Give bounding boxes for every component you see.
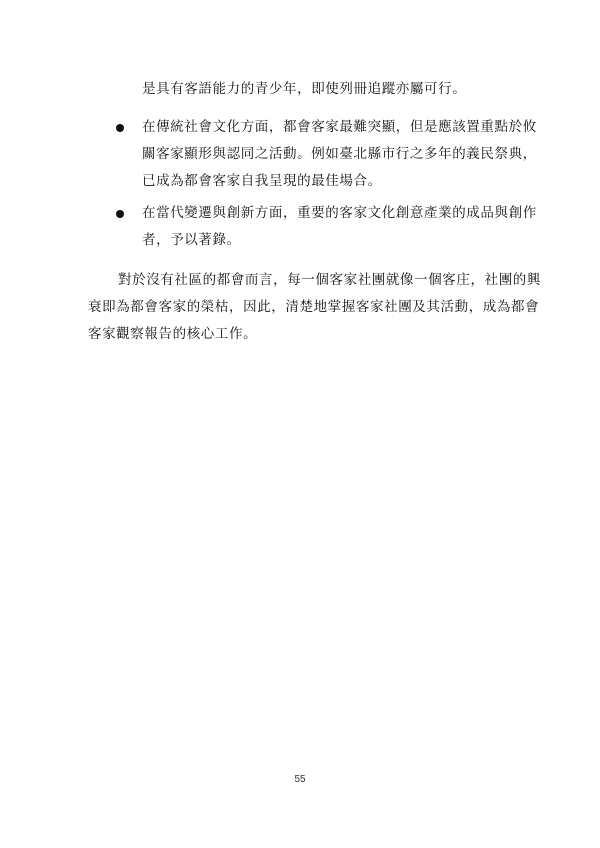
bullet-dot-icon <box>116 210 124 218</box>
bullet-2-line-2: 者，予以著錄。 <box>142 232 241 248</box>
page-number: 55 <box>294 774 306 785</box>
bullet-1-line-1: 在傳統社會文化方面，都會客家最難突顯，但是應該置重點於攸 <box>142 119 537 135</box>
continuation-text-line: 是具有客語能力的青少年，即使列冊追蹤亦屬可行。 <box>142 81 467 97</box>
bullet-dot-icon <box>116 124 124 132</box>
paragraph-line-2: 衰即為都會客家的榮枯，因此，清楚地掌握客家社團及其活動，成為都會 <box>88 299 540 315</box>
paragraph-line-3: 客家觀察報告的核心工作。 <box>88 326 258 342</box>
bullet-1-line-2: 關客家顯形與認同之活動。例如臺北縣市行之多年的義民祭典， <box>142 146 537 162</box>
bullet-2-line-1: 在當代變遷與創新方面，重要的客家文化創意產業的成品與創作 <box>142 205 537 221</box>
bullet-1-line-3: 已成為都會客家自我呈現的最佳場合。 <box>142 173 382 189</box>
paragraph-line-1: 對於沒有社區的都會而言，每一個客家社團就像一個客庄，社團的興 <box>118 272 541 288</box>
